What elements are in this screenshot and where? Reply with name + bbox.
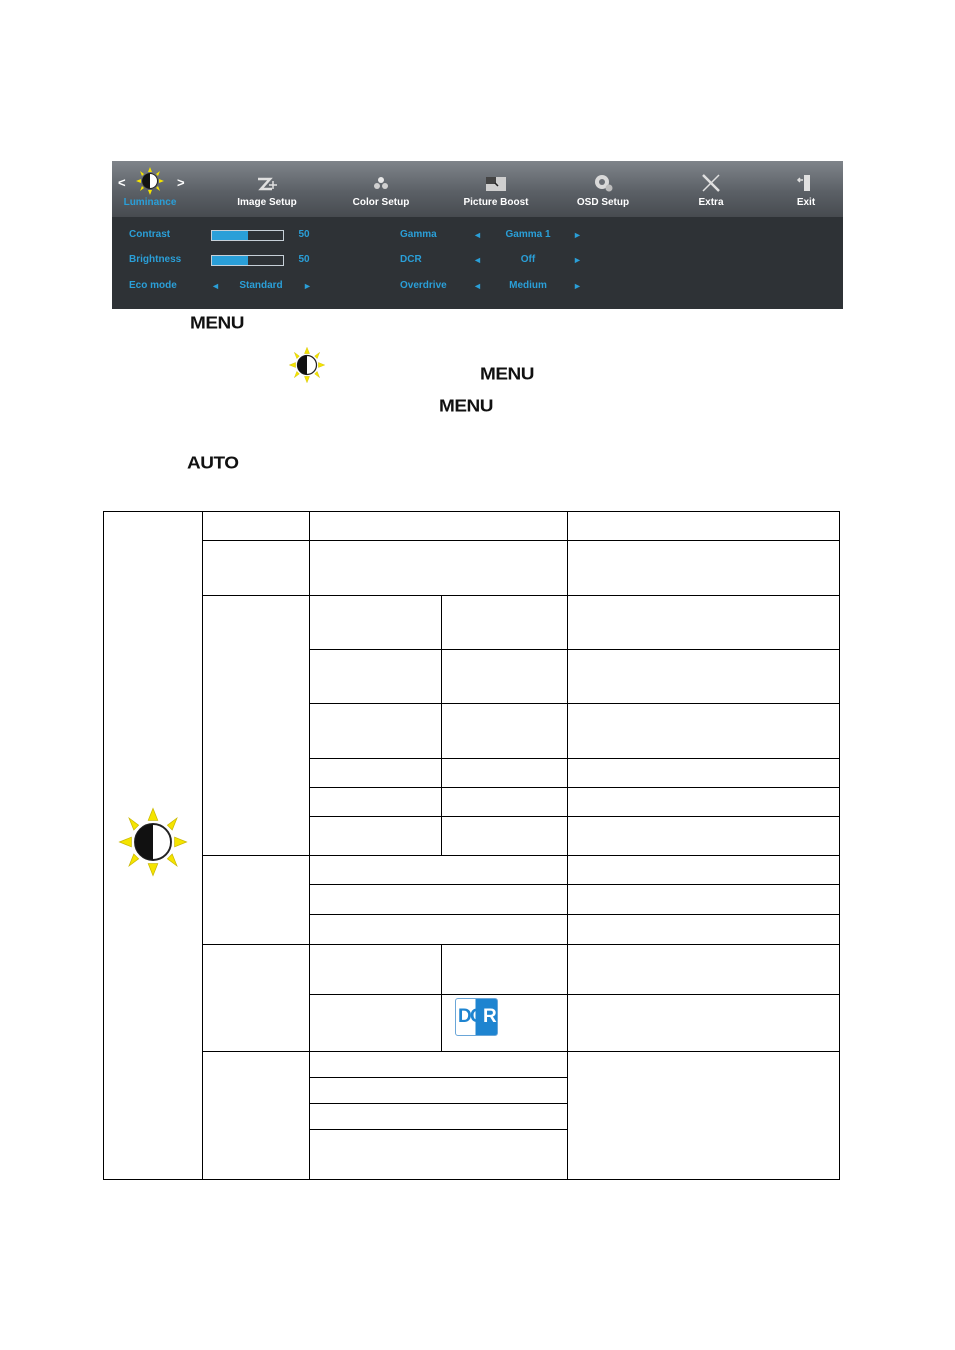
tab-label: Image Setup xyxy=(237,197,297,208)
luminance-sun-icon xyxy=(288,346,326,384)
table-row-line xyxy=(202,855,840,856)
tab-label: OSD Setup xyxy=(576,197,630,208)
table-row-line xyxy=(309,1129,568,1130)
table-border-top xyxy=(103,511,840,512)
dcr-badge-letter: C xyxy=(470,1006,484,1027)
contrast-value: 50 xyxy=(298,229,310,240)
table-divider xyxy=(567,511,568,1180)
table-row-line xyxy=(309,884,840,885)
dcr-left-arrow[interactable]: ◄ xyxy=(473,255,482,265)
overdrive-left-arrow[interactable]: ◄ xyxy=(473,281,482,291)
tab-color-setup[interactable] xyxy=(345,161,417,217)
sun-half-icon xyxy=(135,167,165,195)
menu-button-glyph: MENU xyxy=(480,365,534,384)
contrast-label: Contrast xyxy=(129,229,171,240)
picture-boost-icon xyxy=(483,171,509,195)
gamma-left-arrow[interactable]: ◄ xyxy=(473,230,482,240)
dcr-value: Off xyxy=(520,254,536,265)
image-setup-icon xyxy=(254,171,280,195)
brightness-slider-fill xyxy=(212,256,248,265)
tab-nav-right-arrow[interactable]: > xyxy=(177,175,185,190)
overdrive-label: Overdrive xyxy=(400,280,447,291)
gamma-right-arrow[interactable]: ► xyxy=(573,230,582,240)
tab-label: Exit xyxy=(796,197,816,208)
table-row-line xyxy=(309,994,840,995)
tools-icon xyxy=(698,171,724,195)
gamma-label: Gamma xyxy=(400,229,437,240)
dcr-right-arrow[interactable]: ► xyxy=(573,255,582,265)
overdrive-right-arrow[interactable]: ► xyxy=(573,281,582,291)
menu-button-glyph: MENU xyxy=(190,314,244,333)
brightness-value: 50 xyxy=(298,254,310,265)
contrast-slider-fill xyxy=(212,231,248,240)
table-divider xyxy=(202,511,203,1180)
table-row-line xyxy=(202,540,840,541)
tab-extra[interactable] xyxy=(683,161,739,217)
tab-exit[interactable] xyxy=(782,161,830,217)
menu-button-glyph: MENU xyxy=(439,397,493,416)
eco-left-arrow[interactable]: ◄ xyxy=(211,281,220,291)
tab-label: Color Setup xyxy=(352,197,410,208)
tab-image-setup[interactable] xyxy=(232,161,302,217)
tab-luminance[interactable] xyxy=(120,161,180,217)
table-row-line xyxy=(202,595,840,596)
table-row-line xyxy=(309,649,840,650)
auto-button-glyph: AUTO xyxy=(187,454,239,473)
brightness-label: Brightness xyxy=(129,254,182,265)
dcr-icon xyxy=(455,998,498,1036)
tab-label: Picture Boost xyxy=(463,197,529,208)
table-row-line xyxy=(309,816,840,817)
table-row-line xyxy=(309,787,840,788)
dcr-label: DCR xyxy=(400,254,422,265)
table-row-line xyxy=(309,1103,568,1104)
luminance-sun-icon xyxy=(117,806,189,878)
eco-mode-label: Eco mode xyxy=(129,280,177,291)
table-row-line xyxy=(202,1051,840,1052)
table-row-line xyxy=(202,944,840,945)
overdrive-value: Medium xyxy=(509,280,547,291)
tab-picture-boost[interactable] xyxy=(457,161,535,217)
tab-osd-setup[interactable] xyxy=(570,161,636,217)
osd-tab-bar xyxy=(112,161,843,217)
tab-label: Extra xyxy=(698,197,724,208)
table-row-line xyxy=(309,703,840,704)
exit-door-icon xyxy=(793,171,819,195)
dcr-badge-letter: R xyxy=(483,1006,497,1027)
table-border-right xyxy=(839,511,840,1180)
gamma-value: Gamma 1 xyxy=(505,229,551,240)
tab-label: Luminance xyxy=(123,197,177,208)
contrast-slider[interactable] xyxy=(211,230,284,241)
brightness-slider[interactable] xyxy=(211,255,284,266)
osd-panel xyxy=(112,161,843,309)
osd-gear-icon xyxy=(590,171,616,195)
table-border-bottom xyxy=(103,1179,840,1180)
table-row-line xyxy=(309,758,840,759)
dcr-badge-letter: D xyxy=(458,1006,472,1027)
color-dots-icon xyxy=(368,171,394,195)
table-divider xyxy=(441,944,442,1051)
eco-right-arrow[interactable]: ► xyxy=(303,281,312,291)
table-border-left xyxy=(103,511,104,1180)
table-divider xyxy=(309,511,310,1180)
tab-nav-left-arrow[interactable]: < xyxy=(118,175,126,190)
eco-mode-value: Standard xyxy=(239,280,283,291)
table-row-line xyxy=(309,914,840,915)
table-row-line xyxy=(309,1077,568,1078)
